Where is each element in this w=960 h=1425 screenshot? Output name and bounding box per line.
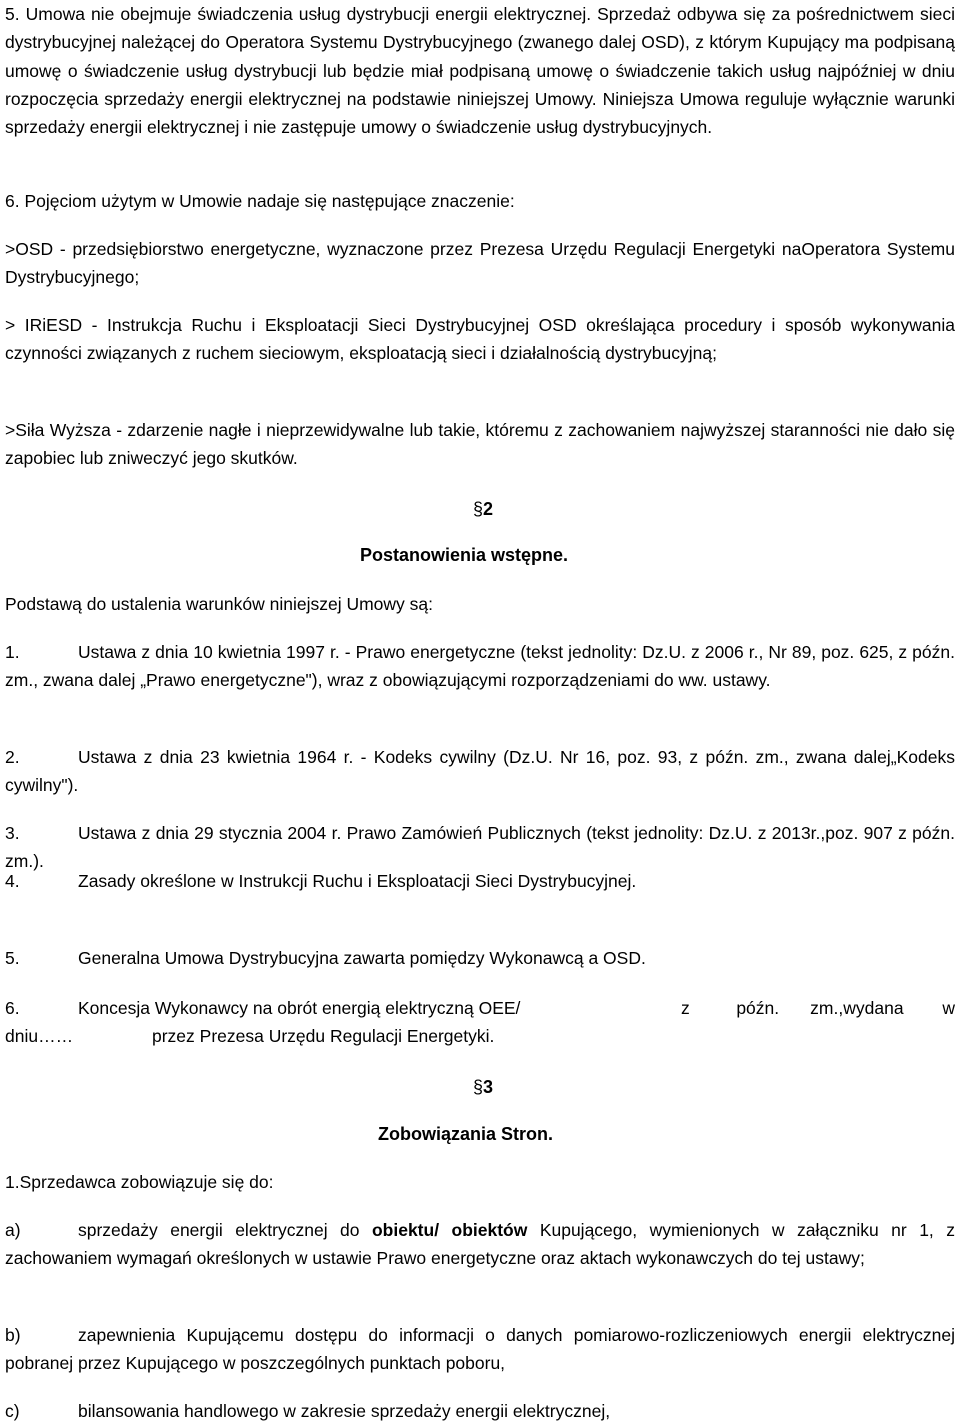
definition-sila-wyzsza: >Siła Wyższa - zdarzenie nagłe i nieprzewidywalne lub takie, któremu z zachowaniem najwyższej staranności nie dało się zapobiec lub zniweczyć jego skutków. (5, 420, 955, 469)
paragraph-5: 5. Umowa nie obejmuje świadczenia usług dystrybucji energii elektrycznej. Sprzedaż odbywa się za pośrednictwem sieci dystrybucyjnej należącej do Operatora Systemu Dystrybucyjnego (zwanego dalej OSD), z którym Kupujący ma podpisaną umowę o świadczenie usług dystrybucji lub będzie miał podpisaną umowę o świadczenie takich usług najpóźniej w dniu rozpoczęcia sprzedaży energii elektrycznej na podstawie niniejszej Umowy. Niniejsza Umowa reguluje wyłącznie warunki sprzedaży energii elektrycznej i nie zastępuje umowy o świadczenie usług dystrybucyjnych. (5, 4, 955, 138)
definition-osd: >OSD - przedsiębiorstwo energetyczne, wyznaczone przez Prezesa Urzędu Regulacji Energetyki naOperatora Systemu Dystrybucyjnego; (5, 239, 955, 288)
section-3-item-b: b) zapewnienia Kupującemu dostępu do informacji o danych pomiarowo-rozliczeniowych energii elektrycznej pobranej przez Kupującego w poszczególnych punktach poboru, (5, 1325, 955, 1374)
section-2-item-3: 3. Ustawa z dnia 29 stycznia 2004 r. Prawo Zamówień Publicznych (tekst jednolity: Dz.U. z 2013r.,poz. 907 z późn. zm.). (5, 823, 955, 872)
section-3-title: Zobowiązania Stron. (378, 1124, 554, 1144)
section-sign-icon: § (473, 499, 484, 519)
section-2-item-5: 5. Generalna Umowa Dystrybucyjna zawarta pomiędzy Wykonawcą a OSD. (5, 948, 646, 968)
section-2-title: Postanowienia wstępne. (360, 545, 569, 565)
section-2-item-1: 1. Ustawa z dnia 10 kwietnia 1997 r. - Prawo energetyczne (tekst jednolity: Dz.U. z 2006 r., Nr 89, poz. 625, z późn. zm., zwana dalej „Prawo energetyczne"), wraz z obowiązującymi rozporządzeniami do ww. ustawy. (5, 642, 955, 691)
section-2-symbol: §2 (473, 499, 494, 519)
section-3-item-a: a) sprzedaży energii elektrycznej do obiektu/ obiektów Kupującego, wymienionych w załączniku nr 1, z zachowaniem wymagań określonych w ustawie Prawo energetyczne oraz aktach wykonawczych do tej ustawy; (5, 1220, 955, 1269)
paragraph-6: 6. Pojęciom użytym w Umowie nadaje się następujące znaczenie: (5, 191, 515, 211)
section-2-lead: Podstawą do ustalenia warunków niniejszej Umowy są: (5, 594, 433, 614)
section-2-item-2: 2. Ustawa z dnia 23 kwietnia 1964 r. - Kodeks cywilny (Dz.U. Nr 16, poz. 93, z późn. zm., zwana dalej„Kodeks cywilny"). (5, 747, 955, 796)
section-3-symbol: §3 (473, 1077, 494, 1097)
definition-iriesd: > IRiESD - Instrukcja Ruchu i Eksploatacji Sieci Dystrybucyjnej OSD określająca procedury i sposób wykonywania czynności związanych z ruchem sieciowym, eksploatacją sieci i działalnością dystrybucyjną; (5, 315, 955, 364)
section-2-item-6: 6. Koncesja Wykonawcy na obrót energią elektryczną OEE/ z późn. zm.,wydana w dniu…… przez Prezesa Urzędu Regulacji Energetyki. (5, 998, 955, 1046)
section-3-item-c: c) bilansowania handlowego w zakresie sprzedaży energii elektrycznej, (5, 1401, 611, 1421)
section-2-item-4: 4. Zasady określone w Instrukcji Ruchu i Eksploatacji Sieci Dystrybucyjnej. (5, 871, 637, 891)
section-3-lead: 1.Sprzedawca zobowiązuje się do: (5, 1172, 274, 1192)
section-sign-icon: § (473, 1077, 484, 1097)
